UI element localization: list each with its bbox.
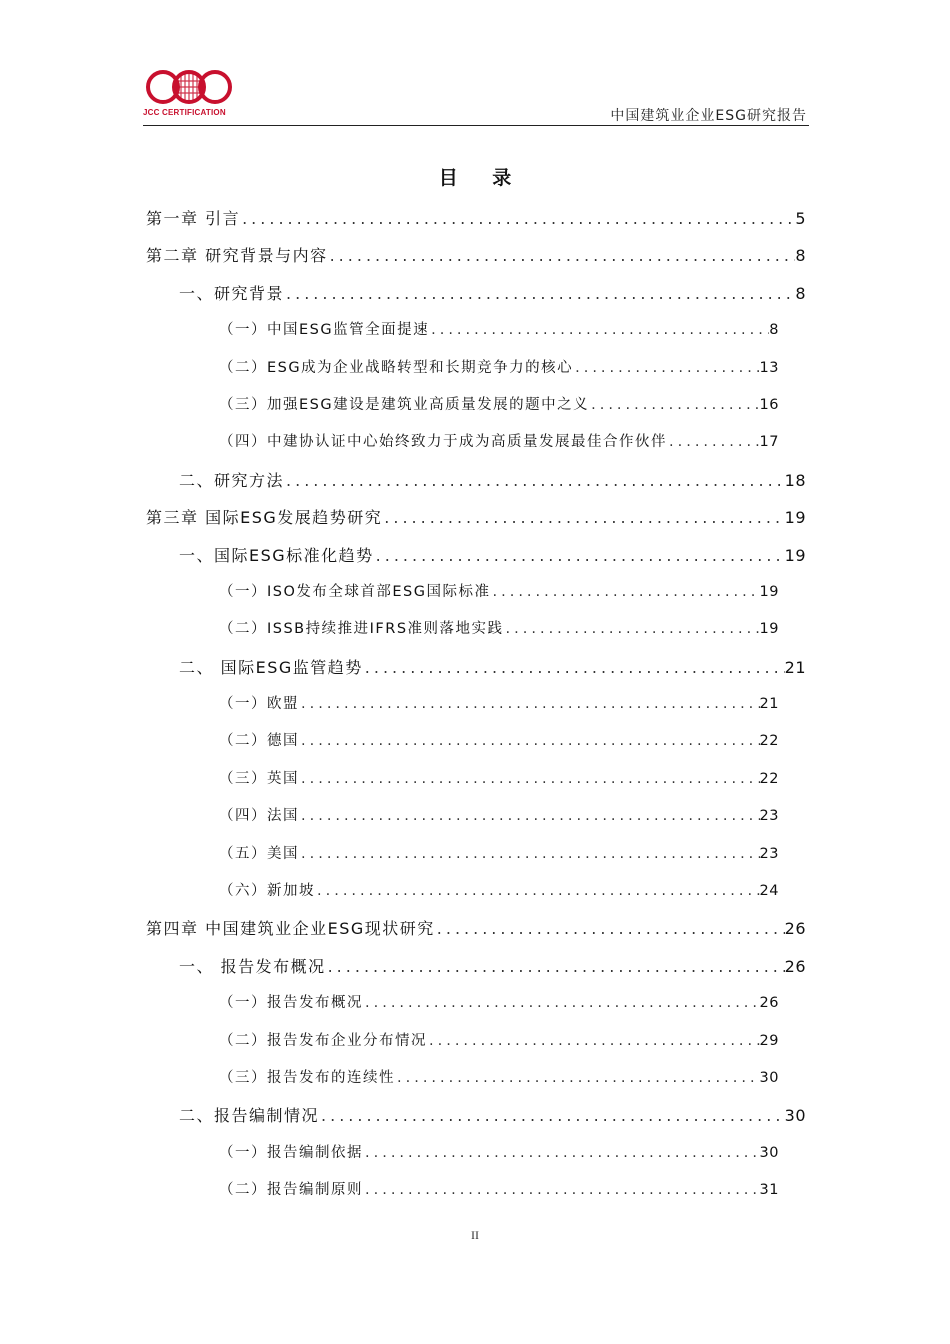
toc-entry-page: 8	[795, 283, 806, 303]
toc-entry-level-1[interactable]	[146, 200, 806, 237]
toc-entry-level-1[interactable]	[146, 910, 806, 947]
toc-entry-level-3[interactable]	[146, 387, 806, 424]
toc-dot-leader	[319, 1097, 785, 1134]
toc-dot-leader	[240, 200, 795, 237]
toc-entry-page: 19	[784, 545, 806, 565]
jcc-rings-icon	[143, 68, 235, 108]
toc-entry-page: 26	[784, 919, 806, 939]
toc-dot-leader	[328, 237, 796, 274]
toc-entry-level-3[interactable]	[146, 836, 806, 873]
toc-dot-leader	[382, 499, 784, 536]
toc-dot-leader	[395, 1060, 760, 1097]
toc-entry-title: （一）报告编制依据	[219, 1144, 363, 1161]
toc-entry-page: 19	[759, 583, 779, 600]
toc-entry-title: （六）新加坡	[219, 883, 315, 900]
toc-entry-level-2[interactable]	[146, 649, 806, 686]
toc-entry-title: （三）英国	[219, 770, 299, 787]
toc-dot-leader	[429, 312, 769, 349]
toc-entry-page: 23	[759, 845, 779, 862]
table-of-contents	[146, 200, 806, 1210]
toc-entry-title: （五）美国	[219, 845, 299, 862]
toc-entry-level-2[interactable]	[146, 537, 806, 574]
toc-entry-title: （一）欧盟	[219, 696, 299, 713]
logo-text: JCC CERTIFICATION	[143, 108, 226, 117]
toc-dot-leader	[427, 1023, 760, 1060]
toc-entry-level-2[interactable]	[146, 1097, 806, 1134]
toc-dot-leader	[284, 275, 795, 312]
toc-dot-leader	[573, 350, 759, 387]
toc-entry-level-3[interactable]	[146, 350, 806, 387]
toc-entry-title: 第三章 国际ESG发展趋势研究	[146, 508, 383, 528]
toc-entry-title: （二）报告编制原则	[219, 1182, 363, 1199]
toc-entry-title: （二）ISSB持续推进IFRS准则落地实践	[219, 621, 504, 638]
toc-entry-level-3[interactable]	[146, 723, 806, 760]
toc-entry-level-3[interactable]	[146, 1023, 806, 1060]
toc-entry-level-3[interactable]	[146, 1172, 806, 1209]
jcc-logo	[143, 68, 235, 120]
toc-dot-leader	[284, 462, 785, 499]
toc-entry-level-3[interactable]	[146, 611, 806, 648]
toc-entry-title: 一、研究背景	[179, 283, 285, 303]
toc-dot-leader	[667, 424, 760, 461]
toc-entry-title: （四）法国	[219, 808, 299, 825]
toc-dot-leader	[299, 798, 760, 835]
report-title: 中国建筑业企业ESG研究报告	[610, 108, 807, 124]
toc-entry-level-3[interactable]	[146, 424, 806, 461]
toc-title: 目 录	[438, 167, 526, 189]
toc-dot-leader	[315, 873, 760, 910]
toc-entry-page: 30	[759, 1069, 779, 1086]
toc-entry-title: （四）中建协认证中心始终致力于成为高质量发展最佳合作伙伴	[219, 434, 667, 451]
toc-entry-title: （一）中国ESG监管全面提速	[219, 322, 430, 339]
toc-entry-page: 30	[759, 1144, 779, 1161]
toc-entry-title: 一、 报告发布概况	[179, 956, 326, 976]
toc-dot-leader	[504, 611, 760, 648]
toc-dot-leader	[363, 649, 785, 686]
toc-entry-page: 16	[759, 396, 779, 413]
toc-entry-page: 8	[769, 322, 779, 339]
toc-dot-leader	[491, 574, 760, 611]
toc-entry-page: 26	[784, 956, 806, 976]
toc-entry-level-3[interactable]	[146, 1060, 806, 1097]
toc-dot-leader	[299, 686, 760, 723]
toc-entry-level-3[interactable]	[146, 574, 806, 611]
toc-entry-title: 第一章 引言	[146, 209, 241, 228]
toc-entry-level-1[interactable]	[146, 237, 806, 274]
toc-entry-page: 23	[759, 808, 779, 825]
toc-entry-page: 22	[759, 733, 779, 750]
toc-entry-page: 26	[759, 995, 779, 1012]
toc-entry-title: 二、 国际ESG监管趋势	[179, 657, 363, 677]
toc-entry-title: 第二章 研究背景与内容	[146, 246, 328, 266]
toc-entry-title: （二）ESG成为企业战略转型和长期竞争力的核心	[219, 359, 574, 376]
toc-entry-level-2[interactable]	[146, 275, 806, 312]
header-divider	[143, 125, 809, 126]
toc-entry-level-3[interactable]	[146, 686, 806, 723]
toc-dot-leader	[374, 537, 785, 574]
toc-dot-leader	[299, 723, 760, 760]
toc-dot-leader	[589, 387, 759, 424]
toc-entry-level-3[interactable]	[146, 312, 806, 349]
toc-entry-page: 19	[759, 621, 779, 638]
toc-entry-level-1[interactable]	[146, 499, 806, 536]
toc-entry-title: （二）报告发布企业分布情况	[219, 1032, 427, 1049]
toc-entry-page: 22	[759, 770, 779, 787]
toc-entry-title: 二、报告编制情况	[179, 1106, 320, 1126]
toc-dot-leader	[326, 948, 785, 985]
toc-entry-page: 31	[759, 1182, 779, 1199]
toc-entry-level-3[interactable]	[146, 985, 806, 1022]
toc-entry-level-2[interactable]	[146, 948, 806, 985]
toc-entry-level-3[interactable]	[146, 761, 806, 798]
toc-dot-leader	[299, 836, 760, 873]
toc-entry-page: 17	[759, 434, 779, 451]
toc-dot-leader	[299, 761, 760, 798]
toc-entry-page: 19	[784, 508, 806, 528]
toc-entry-level-2[interactable]	[146, 462, 806, 499]
toc-entry-page: 8	[795, 246, 806, 266]
toc-entry-page: 21	[759, 696, 779, 713]
toc-entry-title: 二、研究方法	[179, 470, 285, 490]
toc-entry-title: （一）ISO发布全球首部ESG国际标准	[219, 583, 491, 600]
toc-dot-leader	[363, 1135, 760, 1172]
toc-entry-title: （三）报告发布的连续性	[219, 1069, 395, 1086]
page-number: II	[471, 1228, 479, 1242]
toc-entry-page: 13	[759, 359, 779, 376]
toc-dot-leader	[435, 910, 785, 947]
toc-dot-leader	[363, 1172, 760, 1209]
toc-dot-leader	[363, 985, 760, 1022]
toc-entry-level-3[interactable]	[146, 1135, 806, 1172]
toc-entry-page: 29	[759, 1032, 779, 1049]
toc-entry-title: （三）加强ESG建设是建筑业高质量发展的题中之义	[219, 396, 590, 413]
toc-entry-page: 30	[784, 1106, 806, 1126]
toc-entry-level-3[interactable]	[146, 798, 806, 835]
toc-entry-page: 18	[784, 470, 806, 490]
toc-entry-title: （二）德国	[219, 733, 299, 750]
toc-entry-title: 一、国际ESG标准化趋势	[179, 545, 374, 565]
toc-entry-title: 第四章 中国建筑业企业ESG现状研究	[146, 919, 435, 939]
toc-entry-page: 21	[784, 657, 806, 677]
toc-entry-page: 24	[759, 883, 779, 900]
toc-entry-title: （一）报告发布概况	[219, 995, 363, 1012]
toc-entry-page: 5	[795, 209, 806, 228]
toc-entry-level-3[interactable]	[146, 873, 806, 910]
